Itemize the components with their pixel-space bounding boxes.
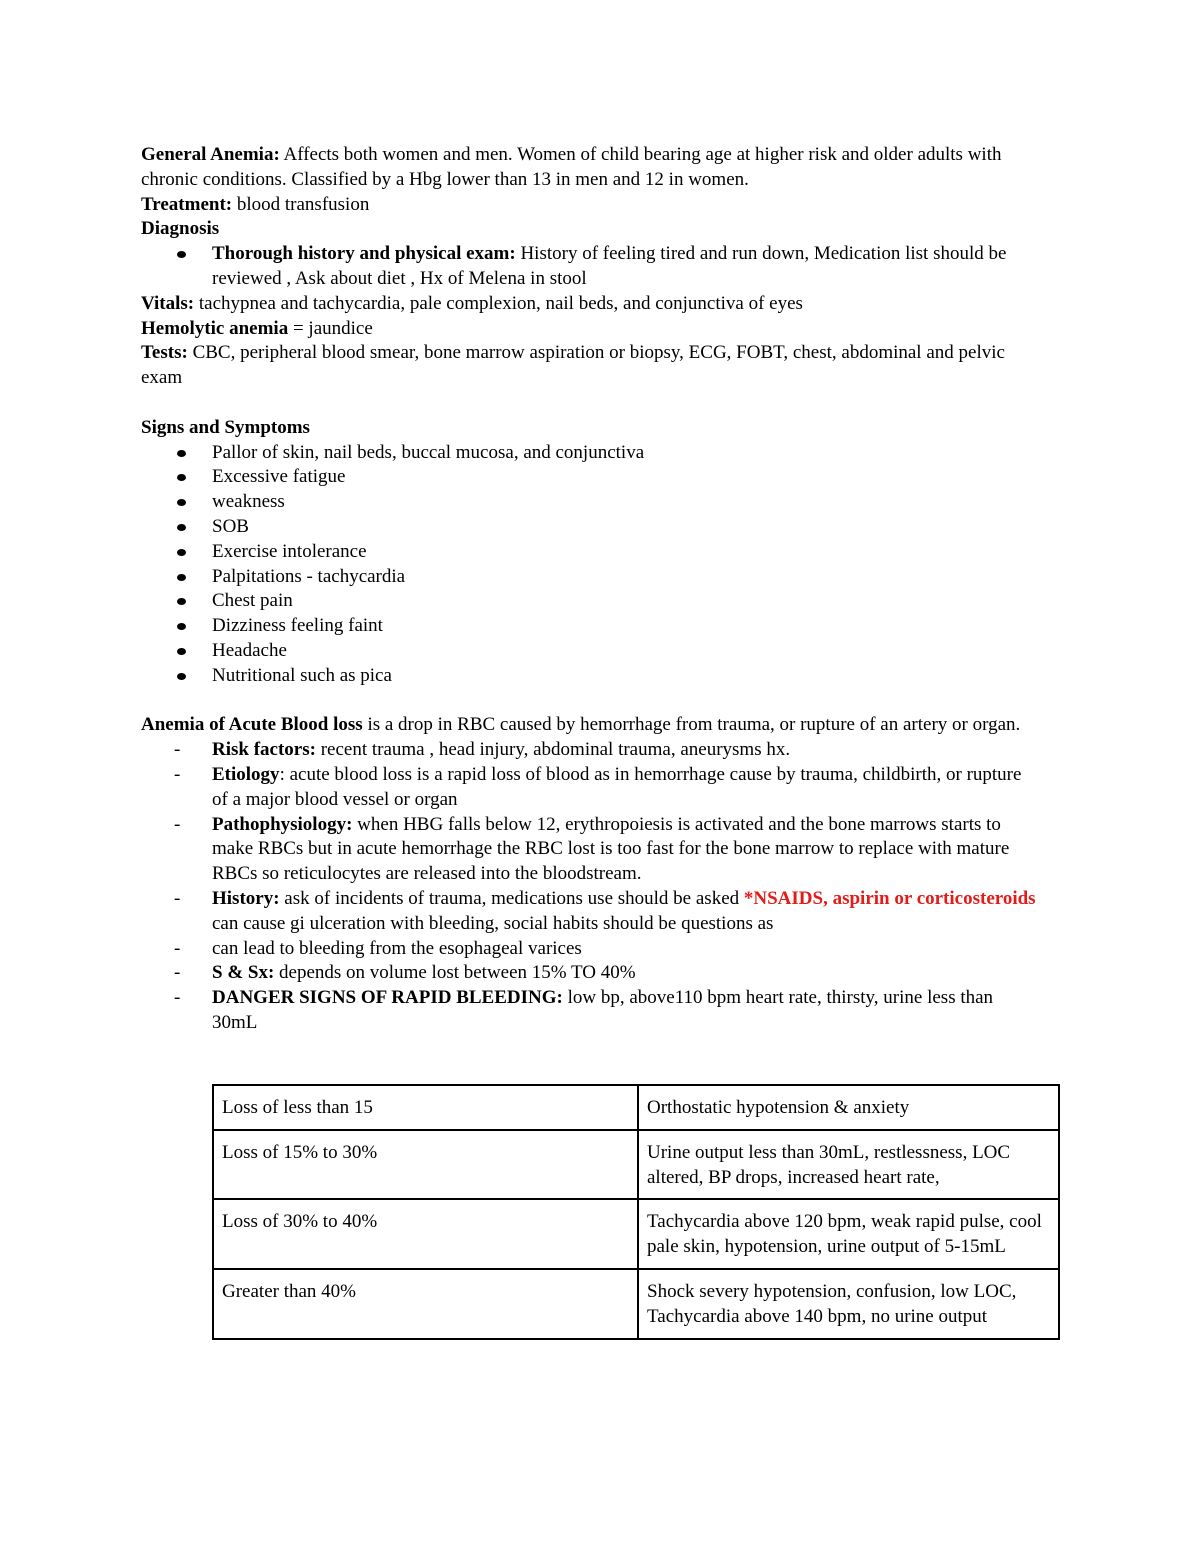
table-row [213,1199,1059,1269]
etiology-label: Etiology [212,763,280,785]
ssx-text: depends on volume lost between 15% TO 40% [274,962,636,984]
list-item [141,961,1041,986]
tests-label: Tests: [141,342,188,364]
dash-marker: - [174,937,181,959]
list-item: weakness [141,490,1041,515]
list-item [141,937,1041,962]
history-warning: *NSAIDS, aspirin or corticosteroids [743,887,1036,909]
list-item [141,242,1041,292]
patho-text: when HBG falls below 12, erythropoiesis is activated and the bone marrows starts to make RBCs but in acute hemorrhage the RBC lost is too fast for the bone marrow to replace with mature RBCs so reticulocytes are released into the bloodstream. [212,813,1010,885]
spacer [141,391,1041,416]
treatment-text: blood transfusion [232,193,370,215]
list-item [141,763,1041,813]
patho-label: Pathophysiology: [212,813,353,835]
general-anemia-text: Affects both women and men. Women of child bearing age at higher risk and older adults with chronic conditions. Classified by a Hbg lower than 13 in men and 12 in women. [141,144,1002,190]
dash-marker: - [174,987,181,1009]
list-item [141,986,1041,1036]
acute-intro-text: is a drop in RBC caused by hemorrhage from trauma, or rupture of an artery or organ. [362,714,1021,736]
dash-marker: - [174,763,181,785]
risk-text: recent trauma , head injury, abdominal trauma, aneurysms hx. [315,739,791,761]
dash-marker: - [174,813,181,835]
list-item: Pallor of skin, nail beds, buccal mucosa, and conjunctiva [141,441,1041,466]
history-after: can cause gi ulceration with bleeding, social habits should be questions as [212,912,774,934]
list-item: Nutritional such as pica [141,664,1041,689]
table-row [213,1130,1059,1200]
loss-cell: Loss of 30% to 40% [213,1199,638,1269]
blood-loss-table [212,1084,1060,1340]
loss-cell: Loss of 15% to 30% [213,1130,638,1200]
list-item: Headache [141,639,1041,664]
vitals-label: Vitals: [141,292,195,314]
signs-cell: Shock severy hypotension, confusion, low LOC, Tachycardia above 140 bpm, no urine output [638,1269,1059,1339]
loss-cell: Greater than 40% [213,1269,638,1339]
signs-cell: Orthostatic hypotension & anxiety [638,1085,1059,1130]
list-item [141,813,1041,887]
list-item: Dizziness feeling faint [141,614,1041,639]
etiology-text: : acute blood loss is a rapid loss of blood as in hemorrhage cause by trauma, childbirth, or rupture of a major blood vessel or organ [212,763,1022,810]
risk-label: Risk factors: [212,739,316,761]
vitals-line [141,292,1041,317]
dash-marker: - [174,887,181,909]
varices-text: can lead to bleeding from the esophageal varices [212,937,582,959]
hemolytic-text: = jaundice [288,317,373,339]
treatment-label: Treatment: [141,193,233,215]
diagnosis-heading [141,217,1041,242]
tests-line [141,341,1041,391]
list-item [141,738,1041,763]
history-text: ask of incidents of trauma, medications use should be asked [279,887,744,909]
list-item [141,887,1041,937]
list-item: Exercise intolerance [141,540,1041,565]
list-item: Excessive fatigue [141,465,1041,490]
hemolytic-line [141,317,1041,342]
signs-list [141,441,1041,689]
table-row [213,1085,1059,1130]
general-anemia-paragraph [141,143,1041,193]
loss-cell: Loss of less than 15 [213,1085,638,1130]
diagnosis-bullet-label: Thorough history and physical exam: [212,243,516,265]
dash-marker: - [174,962,181,984]
document-body [141,143,1041,1036]
list-item: Palpitations - tachycardia [141,565,1041,590]
list-item: SOB [141,515,1041,540]
acute-list [141,738,1041,1036]
signs-heading-text: Signs and Symptoms [141,416,310,438]
danger-label: DANGER SIGNS OF RAPID BLEEDING: [212,987,563,1009]
dash-marker: - [174,739,181,761]
acute-intro [141,713,1041,738]
tests-text: CBC, peripheral blood smear, bone marrow aspiration or biopsy, ECG, FOBT, chest, abdominal and pelvic exam [141,342,1005,389]
history-label: History: [212,887,280,909]
ssx-label: S & Sx: [212,962,275,984]
acute-heading: Anemia of Acute Blood loss [141,714,363,736]
signs-cell: Urine output less than 30mL, restlessness, LOC altered, BP drops, increased heart rate, [638,1130,1059,1200]
diagnosis-list [141,242,1041,292]
spacer [141,689,1041,714]
general-anemia-heading: General Anemia: [141,144,280,165]
vitals-text: tachypnea and tachycardia, pale complexion, nail beds, and conjunctiva of eyes [194,292,803,314]
treatment-line [141,193,1041,218]
hemolytic-label: Hemolytic anemia [141,317,289,339]
blood-loss-table-wrap [212,1084,1060,1340]
signs-heading [141,416,1041,441]
diagnosis-bullet-text: History of feeling tired and run down, Medication list should be reviewed , Ask about diet , Hx of Melena in stool [212,243,1007,289]
list-item: Chest pain [141,589,1041,614]
table-row [213,1269,1059,1339]
diagnosis-heading-text: Diagnosis [141,218,220,240]
signs-cell: Tachycardia above 120 bpm, weak rapid pulse, cool pale skin, hypotension, urine output of 5-15mL [638,1199,1059,1269]
danger-text: low bp, above110 bpm heart rate, thirsty, urine less than 30mL [212,987,994,1033]
